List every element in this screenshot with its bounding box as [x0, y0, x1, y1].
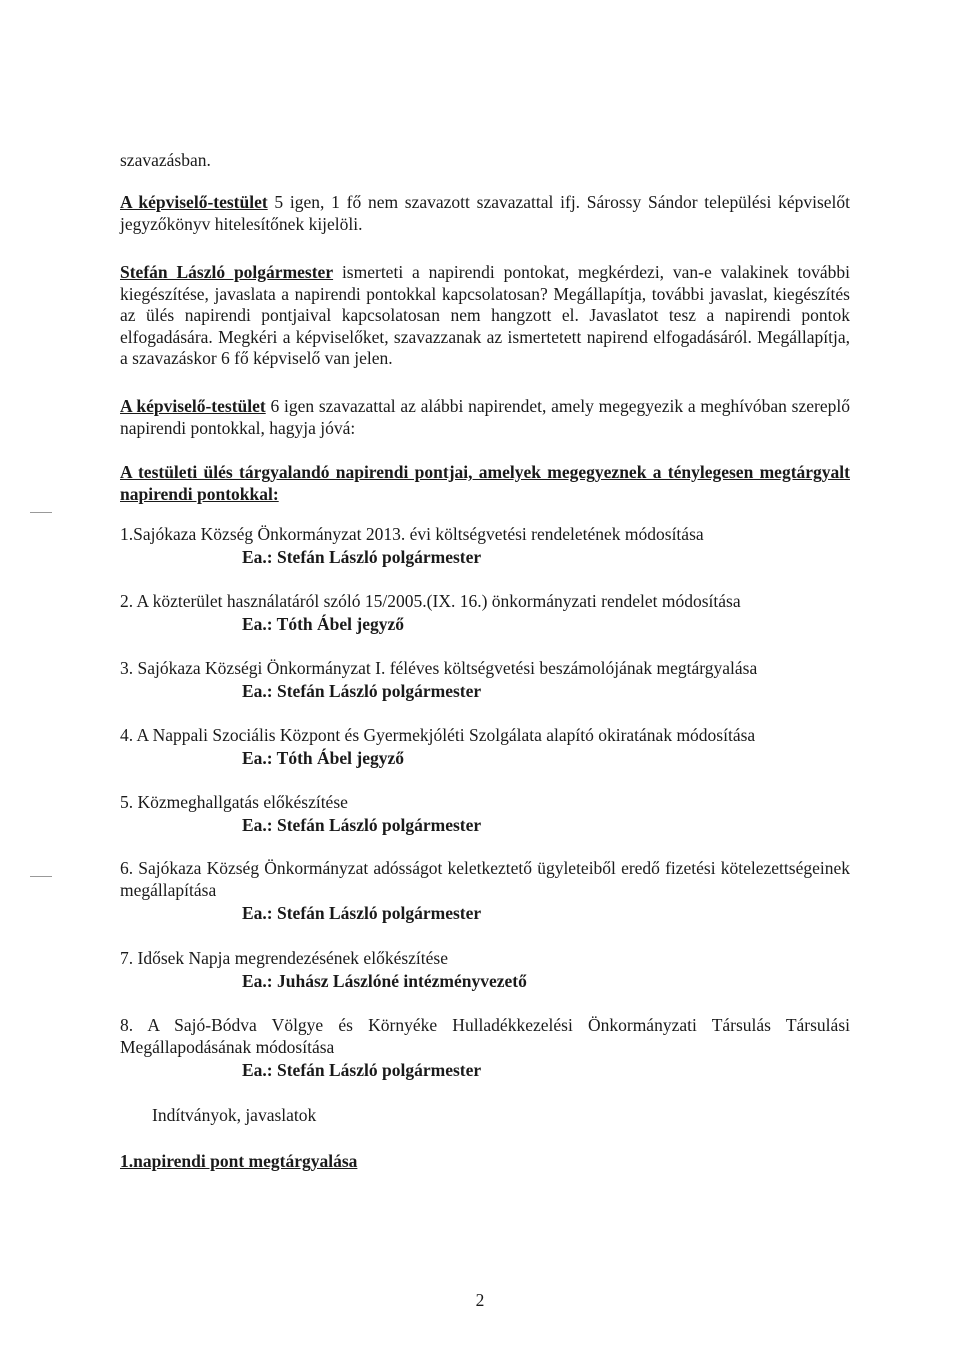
agenda-item-2-presenter: Ea.: Tóth Ábel jegyző	[242, 614, 405, 634]
agenda-item-5: 5. Közmeghallgatás előkészítése	[120, 792, 348, 812]
section-heading	[120, 1151, 850, 1173]
underlined-subject: Stefán László polgármester	[120, 262, 334, 282]
agenda-item-3-presenter: Ea.: Stefán László polgármester	[242, 681, 482, 701]
page-number: 2	[475, 1290, 485, 1310]
agenda-heading: A testületi ülés tárgyalandó napirendi pontjai, amelyek megegyeznek a ténylegesen megtárgyalt napirendi pontokkal:	[120, 462, 850, 504]
agenda-item-4: 4. A Nappali Szociális Központ és Gyermekjóléti Szolgálata alapító okiratának módosítása	[120, 725, 756, 745]
motions-line: Indítványok, javaslatok	[152, 1105, 317, 1125]
agenda-item-6: 6. Sajókaza Község Önkormányzat adósságot keletkeztető ügyleteiből eredő fizetési kötelezettségeinek megállapítása	[120, 858, 850, 900]
paragraph-continuation: szavazásban.	[120, 150, 211, 170]
agenda-item-3: 3. Sajókaza Községi Önkormányzat I. féléves költségvetési beszámolójának megtárgyalása	[120, 658, 758, 678]
agenda-item-2: 2. A közterület használatáról szóló 15/2005.(IX. 16.) önkormányzati rendelet módosítása	[120, 591, 741, 611]
paragraph-mayor-agenda	[120, 262, 850, 370]
agenda-item-7: 7. Idősek Napja megrendezésének előkészítése	[120, 948, 448, 968]
underlined-subject: A képviselő-testület	[120, 192, 268, 212]
paragraph-text: ismerteti a napirendi pontokat, megkérdezi, van-e valakinek további kiegészítése, javaslata a napirendi pontokkal kapcsolatosan? Megállapítja, további javaslat, kiegészítés az ülés napirendi pontjaival kapcsolatosan nem hangzott el. Javaslatot tesz a napirendi pontok elfogadására. Megkéri a képviselőket, szavazzanak az ismertetett napirend elfogadásáról. Megállapítja, a szavazáskor 6 fő képviselő van jelen.	[120, 262, 850, 368]
paragraph-text: 5 igen, 1 fő nem szavazott szavazattal ifj. Sárossy Sándor települési képviselőt jegyzőkönyv hitelesítőnek kijelöli.	[120, 192, 850, 234]
agenda-item-4-presenter: Ea.: Tóth Ábel jegyző	[242, 748, 405, 768]
scan-mark	[30, 512, 52, 513]
paragraph-agenda-approval	[120, 396, 850, 439]
agenda-item-8: 8. A Sajó-Bódva Völgye és Környéke Hulladékkezelési Önkormányzati Társulás Társulási Megállapodásának módosítása	[120, 1015, 850, 1057]
paragraph-vote-authenticator	[120, 192, 850, 235]
agenda-item-6-presenter: Ea.: Stefán László polgármester	[242, 903, 482, 923]
underlined-subject: A képviselő-testület	[120, 396, 266, 416]
agenda-item-1-presenter: Ea.: Stefán László polgármester	[242, 547, 482, 567]
agenda-item-7-presenter: Ea.: Juhász Lászlóné intézményvezető	[242, 971, 527, 991]
paragraph-text: 6 igen szavazattal az alábbi napirendet, amely megegyezik a meghívóban szereplő napirendi pontokkal, hagyja jóvá:	[120, 396, 850, 438]
section-heading-text: 1.napirendi pont megtárgyalása	[120, 1151, 358, 1171]
agenda-item-5-presenter: Ea.: Stefán László polgármester	[242, 815, 482, 835]
scan-mark	[30, 876, 52, 877]
agenda-item-1: 1.Sajókaza Község Önkormányzat 2013. évi költségvetési rendeletének módosítása	[120, 524, 704, 544]
agenda-item-8-presenter: Ea.: Stefán László polgármester	[242, 1060, 482, 1080]
